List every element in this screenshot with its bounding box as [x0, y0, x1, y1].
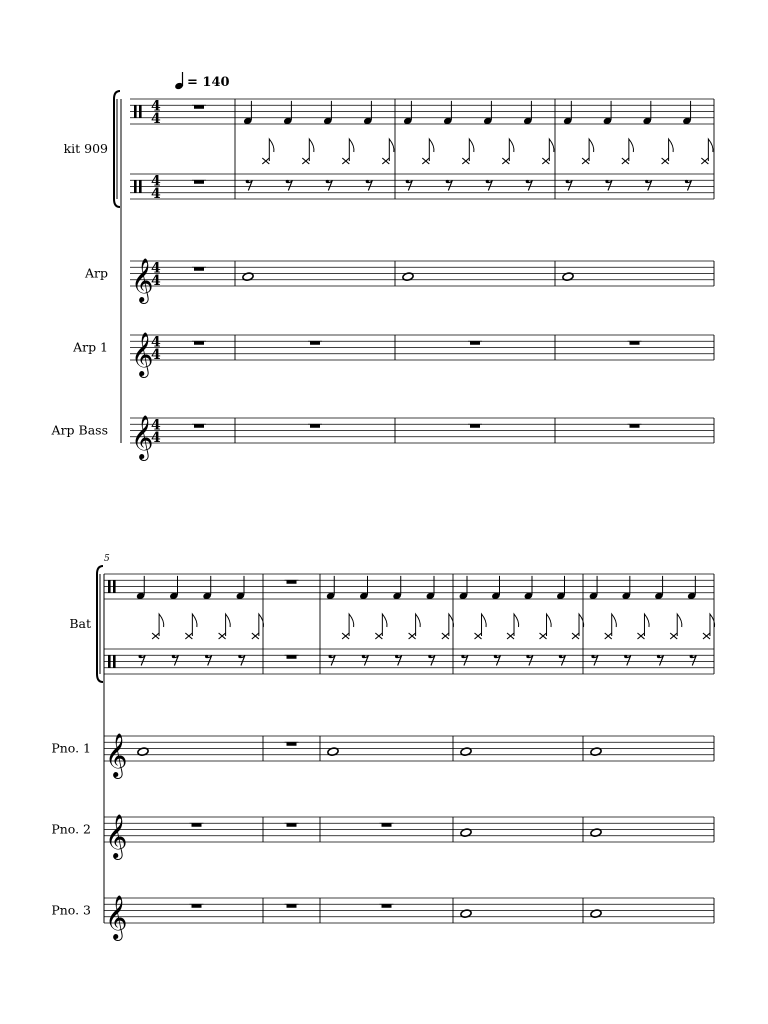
treble-clef-icon: 𝄞 [131, 415, 154, 459]
percussion-clef-icon [134, 180, 137, 193]
tempo-marking [174, 72, 229, 90]
time-signature-numerator: 4 [151, 173, 161, 190]
treble-clef-icon: 𝄞 [131, 332, 154, 376]
instrument-label: Pno. 1 [51, 740, 91, 756]
cross-notehead [540, 633, 547, 639]
eighth-stem-flag [192, 614, 197, 636]
eighth-stem-flag [589, 139, 594, 161]
time-signature-numerator: 4 [151, 334, 161, 351]
staff-arp-bass [51, 415, 714, 461]
whole-rest [194, 267, 204, 271]
cross-notehead [185, 633, 192, 639]
cross-notehead [701, 158, 708, 164]
time-signature-denominator: 4 [151, 347, 161, 363]
instrument-label: Pno. 3 [51, 902, 91, 918]
eighth-stem-flag [549, 139, 554, 161]
eighth-stem-flag [669, 139, 674, 161]
eighth-stem-flag [644, 614, 649, 636]
system-1 [51, 91, 714, 461]
whole-rest [287, 742, 297, 746]
instrument-label: Pno. 2 [51, 821, 91, 837]
eighth-stem-flag [514, 614, 519, 636]
whole-rest [194, 424, 204, 428]
whole-rest [194, 180, 204, 184]
cross-notehead [409, 633, 416, 639]
eighth-stem-flag [309, 139, 314, 161]
whole-rest [470, 424, 480, 428]
instrument-label: Arp Bass [51, 422, 108, 438]
cross-notehead [375, 633, 382, 639]
cross-notehead [605, 633, 612, 639]
instrument-label: Bat [69, 616, 91, 631]
time-signature-denominator: 4 [151, 273, 161, 289]
cross-notehead [637, 633, 644, 639]
whole-rest [287, 655, 297, 659]
instrument-label: Arp [84, 265, 108, 281]
cross-notehead [422, 158, 429, 164]
staff-bat [69, 566, 714, 682]
percussion-clef-icon [134, 105, 137, 118]
time-signature-denominator: 4 [151, 430, 161, 446]
whole-rest [310, 341, 320, 345]
percussion-clef-icon [113, 580, 116, 593]
cross-notehead [475, 633, 482, 639]
eighth-stem-flag [708, 139, 713, 161]
eighth-stem-flag [469, 139, 474, 161]
eighth-stem-flag [269, 139, 274, 161]
whole-rest [382, 904, 392, 908]
cross-notehead [342, 158, 349, 164]
staff-pno-1 [51, 733, 714, 779]
whole-rest [192, 823, 202, 827]
whole-rest [630, 424, 640, 428]
eighth-stem-flag [482, 614, 487, 636]
time-signature-denominator: 4 [151, 186, 161, 202]
treble-clef-icon: 𝄞 [105, 814, 128, 858]
percussion-clef-icon [139, 105, 142, 118]
cross-notehead [252, 633, 259, 639]
eighth-stem-flag [677, 614, 682, 636]
staff-arp-1 [72, 332, 714, 378]
staff-kit-909 [64, 91, 714, 207]
eighth-stem-flag [429, 139, 434, 161]
cross-notehead [670, 633, 677, 639]
eighth-stem-flag [509, 139, 514, 161]
treble-clef-icon: 𝄞 [105, 733, 128, 777]
whole-rest [470, 341, 480, 345]
measure-number: 5 [104, 554, 110, 564]
whole-rest [287, 823, 297, 827]
cross-notehead [152, 633, 159, 639]
eighth-stem-flag [159, 614, 164, 636]
cross-notehead [572, 633, 579, 639]
percussion-clef-icon [108, 655, 111, 668]
tempo-text: = 140 [187, 75, 230, 90]
percussion-clef-icon [139, 180, 142, 193]
whole-rest [192, 904, 202, 908]
staff-pno-2 [51, 814, 714, 860]
time-signature-numerator: 4 [151, 417, 161, 434]
eighth-stem-flag [382, 614, 387, 636]
staff-pno-3 [51, 895, 714, 941]
whole-rest [287, 904, 297, 908]
cross-notehead [342, 633, 349, 639]
cross-notehead [582, 158, 589, 164]
cross-notehead [219, 633, 226, 639]
cross-notehead [302, 158, 309, 164]
eighth-stem-flag [612, 614, 617, 636]
treble-clef-icon: 𝄞 [105, 895, 128, 939]
time-signature-numerator: 4 [151, 98, 161, 115]
cross-notehead [703, 633, 710, 639]
cross-notehead [542, 158, 549, 164]
eighth-stem-flag [629, 139, 634, 161]
percussion-clef-icon [108, 580, 111, 593]
system-2 [51, 566, 714, 941]
whole-rest [194, 105, 204, 109]
instrument-label: kit 909 [63, 141, 108, 156]
treble-clef-icon: 𝄞 [131, 258, 154, 302]
whole-rest [630, 341, 640, 345]
percussion-clef-icon [113, 655, 116, 668]
eighth-stem-flag [349, 614, 354, 636]
cross-notehead [502, 158, 509, 164]
instrument-label: Arp 1 [73, 339, 108, 355]
eighth-stem-flag [389, 139, 394, 161]
cross-notehead [507, 633, 514, 639]
cross-notehead [262, 158, 269, 164]
eighth-stem-flag [349, 139, 354, 161]
whole-rest [382, 823, 392, 827]
staff-arp [84, 258, 714, 304]
eighth-stem-flag [416, 614, 421, 636]
whole-rest [287, 580, 297, 584]
whole-rest [194, 341, 204, 345]
time-signature-denominator: 4 [151, 111, 161, 127]
cross-notehead [462, 158, 469, 164]
whole-rest [310, 424, 320, 428]
cross-notehead [442, 633, 449, 639]
cross-notehead [662, 158, 669, 164]
eighth-stem-flag [547, 614, 552, 636]
time-signature-numerator: 4 [151, 260, 161, 277]
eighth-stem-flag [226, 614, 231, 636]
cross-notehead [382, 158, 389, 164]
cross-notehead [622, 158, 629, 164]
